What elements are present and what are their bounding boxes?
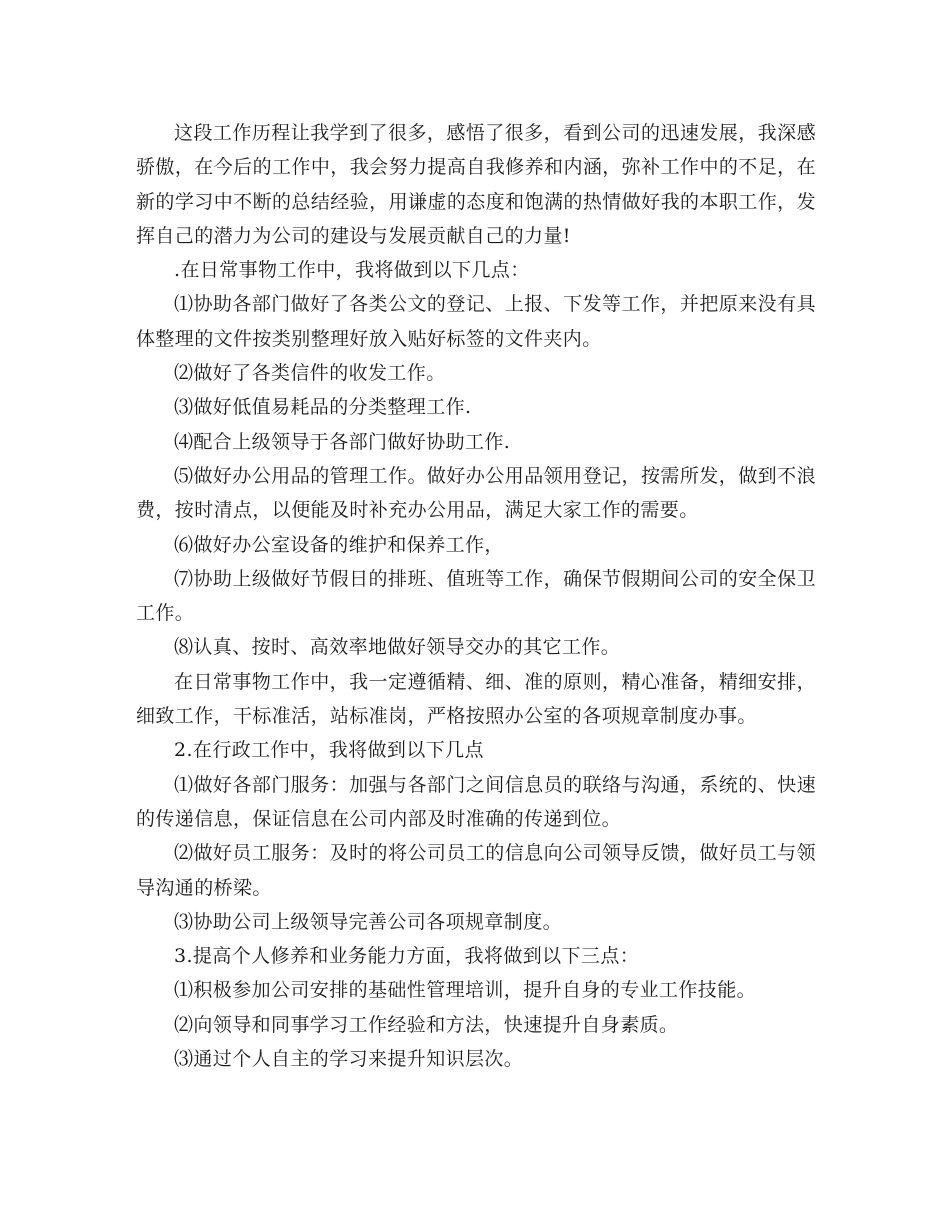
list-item: ⑴积极参加公司安排的基础性管理培训，提升自身的专业工作技能。 [174,979,757,1002]
section-heading-administration: 2.在行政工作中，我将做到以下几点 [174,739,484,762]
document-body [136,116,816,1076]
paragraph-daily-summary: 在日常事物工作中，我一定遵循精、细、准的原则，精心准备，精细安排，细致工作，干标准活，站标准岗，严格按照办公室的各项规章制度办事。 [136,670,816,728]
list-item: ⑹做好办公室设备的维护和保养工作， [174,533,504,556]
list-item: ⑶做好低值易耗品的分类整理工作. [174,396,472,419]
list-item: ⑸做好办公用品的管理工作。做好办公用品领用登记，按需所发，做到不浪费，按时清点，以便能及时补充办公用品，满足大家工作的需要。 [136,464,816,522]
list-item: ⑺协助上级做好节假日的排班、值班等工作，确保节假期间公司的安全保卫工作。 [136,567,816,625]
list-item: ⑵做好了各类信件的收发工作。 [174,362,446,385]
list-item: ⑵做好员工服务：及时的将公司员工的信息向公司领导反馈，做好员工与领导沟通的桥梁。 [136,842,816,899]
list-item: ⑶协助公司上级领导完善公司各项规章制度。 [174,910,563,933]
list-item: ⑴做好各部门服务：加强与各部门之间信息员的联络与沟通，系统的、快速的传递信息，保证信息在公司内部及时准确的传递到位。 [136,773,816,830]
section-heading-daily-affairs: .在日常事物工作中，我将做到以下几点： [174,259,530,282]
list-item: ⑷配合上级领导于各部门做好协助工作. [174,430,511,453]
list-item: ⑵向领导和同事学习工作经验和方法，快速提升自身素质。 [174,1013,679,1036]
list-item: ⑶通过个人自主的学习来提升知识层次。 [174,1048,524,1071]
list-item: ⑴协助各部门做好了各类公文的登记、上报、下发等工作，并把原来没有具体整理的文件按类别整理好放入贴好标签的文件夹内。 [136,293,816,350]
section-heading-self-improvement: 3.提高个人修养和业务能力方面，我将做到以下三点： [174,945,640,968]
list-item: ⑻认真、按时、高效率地做好领导交办的其它工作。 [174,636,621,659]
paragraph-intro: 这段工作历程让我学到了很多，感悟了很多，看到公司的迅速发展，我深感骄傲，在今后的工作中，我会努力提高自我修养和内涵，弥补工作中的不足，在新的学习中不断的总结经验，用谦虚的态度和饱满的热情做好我的本职工作，发挥自己的潜力为公司的建设与发展贡献自己的力量! [136,122,816,247]
